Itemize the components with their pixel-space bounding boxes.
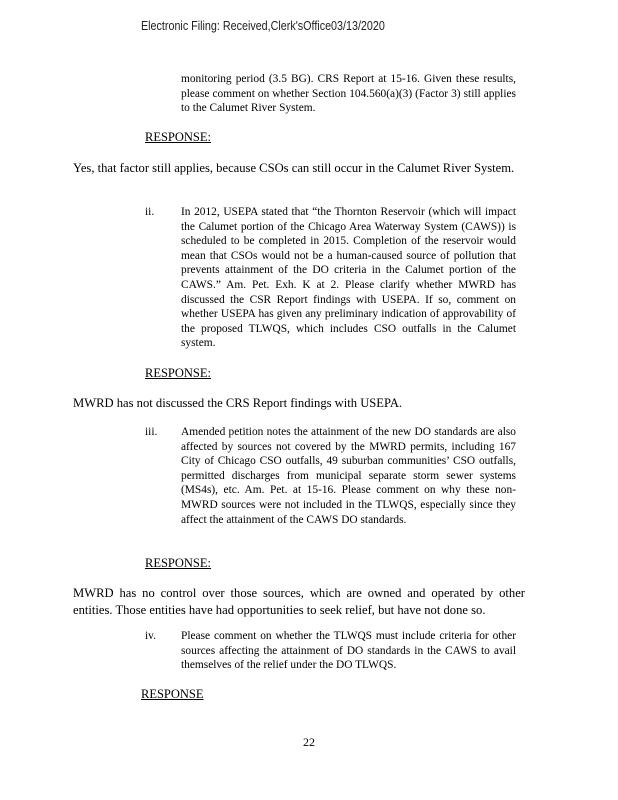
question-number: ii.	[145, 206, 155, 218]
question-text: In 2012, USEPA stated that “the Thornton Reservoir (which will impact the Calumet portion of the Chicago Area Waterway System (CAWS)) is scheduled to be completed in 2015. Completion of the reservoir would mean that CSOs would not be a human-caused source of pollution that prevents attainment of the DO criteria in the Calumet portion of the CAWS.” Am. Pet. Exh. K at 2. Please clarify whether MWRD has discussed the CSR Report findings with USEPA. If so, comment on whether USEPA has given any preliminary indication of approvability of the proposed TLWQS, which includes CSO outfalls in the Calumet system.	[181, 206, 516, 350]
question-text: Amended petition notes the attainment of the new DO standards are also affected by sources not covered by the MWRD permits, including 167 City of Chicago CSO outfalls, 49 suburban communities’ CSO outfalls, permitted discharges from municipal separate storm sewer systems (MS4s), etc. Am. Pet. at 15-16. Please comment on why these non-MWRD sources were not included in the TLWQS, especially since they affect the attainment of the CAWS DO standards.	[181, 426, 516, 526]
response-answer: Yes, that factor still applies, because CSOs can still occur in the Calumet River System.	[73, 161, 515, 175]
response-label: RESPONSE:	[145, 366, 211, 380]
response-answer: MWRD has no control over those sources, which are owned and operated by other entities. Those entities have had opportunities to seek relief, but have not done so.	[73, 586, 525, 617]
response-label: RESPONSE:	[145, 130, 211, 144]
question-number: iv.	[145, 630, 156, 642]
response-label: RESPONSE:	[145, 556, 211, 570]
question-continuation-text: monitoring period (3.5 BG). CRS Report at 15-16. Given these results, please comment on whether Section 104.560(a)(3) (Factor 3) still applies to the Calumet River System.	[181, 73, 516, 115]
response-answer: MWRD has not discussed the CRS Report findings with USEPA.	[73, 396, 403, 410]
question-number: iii.	[145, 426, 158, 438]
response-label: RESPONSE	[141, 687, 204, 701]
electronic-filing-header: Electronic Filing: Received,Clerk'sOffice03/13/2020	[141, 19, 385, 33]
question-text: Please comment on whether the TLWQS must include criteria for other sources affecting the attainment of DO standards in the CAWS to avail themselves of the relief under the DO TLWQS.	[181, 630, 516, 672]
page-number: 22	[303, 735, 315, 749]
